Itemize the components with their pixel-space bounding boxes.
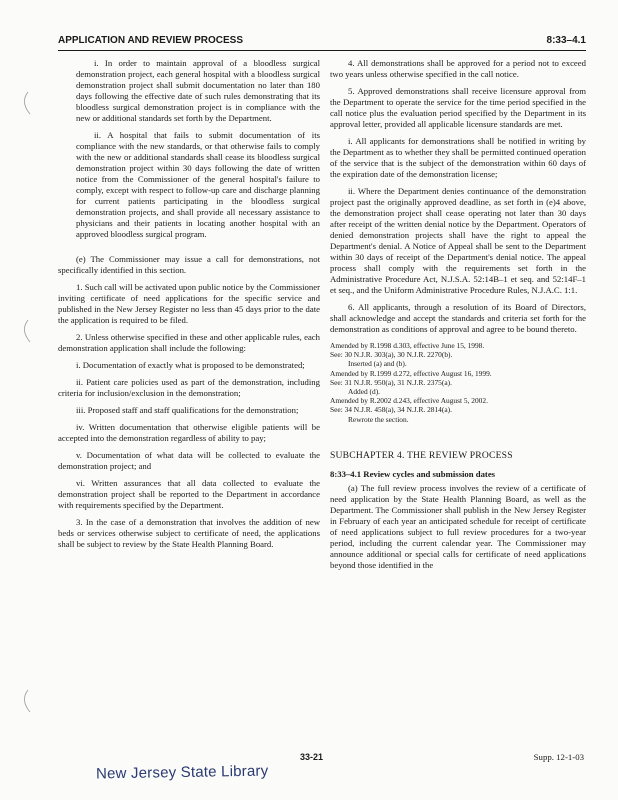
margin-mark — [18, 90, 32, 116]
page-number: 33-21 — [300, 752, 324, 762]
paragraph: (a) The full review process involves the review of a certificate of need application by the State Health Planning Board, as well as the Department. The Commissioner shall publish in the New Jersey Register in February of each year an anticipated schedule for receipt of certificate of need applications subject to full review procedures for a two-year period, including the current calendar year. The Commissioner may announce additional or special calls for certificate of need applications beyond those identified in the — [330, 482, 586, 570]
paragraph: i. All applicants for demonstrations shall be notified in writing by the Department as to whether they shall be permitted continued operation of the service that is the subject of the demonstration within 60 days of the expiration date of the demonstration license; — [330, 136, 586, 179]
running-header — [58, 34, 586, 51]
amendment-line: See: 30 N.J.R. 303(a), 30 N.J.R. 2270(b). — [330, 350, 453, 360]
amendment-line: Amended by R.1998 d.303, effective June 15, 1998. — [330, 341, 485, 350]
amendment-history — [330, 341, 586, 424]
paragraph: ii. A hospital that fails to submit documentation of its compliance with the new standards, or that otherwise fails to comply with the new or additional standards shall cease its bloodless surgical demonstration project within 30 days following the date of written notice from the Commissioner of the general hospital's failure to comply, except with respect to follow-up care and discharge planning for current patients participating in the bloodless surgical demonstration projects, and shall provide all necessary assistance to physicians and their patients in locating another hospital with an approved bloodless surgical program. — [76, 130, 320, 239]
paragraph: (e) The Commissioner may issue a call for demonstrations, not specifically identified in this section. — [58, 254, 320, 275]
paragraph: i. In order to maintain approval of a bloodless surgical demonstration project, each general hospital with a bloodless surgical demonstration project shall submit documentation no later than 180 days following the effective date of such rules demonstrating that its bloodless surgical demonstration project is in compliance with the new or additional standards set forth by the Department. — [76, 58, 320, 123]
paragraph: i. Documentation of exactly what is proposed to be demonstrated; — [76, 360, 305, 370]
paragraph: 6. All applicants, through a resolution of its Board of Directors, shall acknowledge and accept the standards and criteria set forth for the demonstration as conditions of approval and agree to be bound thereto. — [330, 302, 586, 334]
header-title: APPLICATION AND REVIEW PROCESS — [58, 35, 244, 46]
subchapter-heading: SUBCHAPTER 4. THE REVIEW PROCESS — [330, 449, 513, 461]
margin-mark — [18, 318, 32, 344]
left-column — [58, 58, 320, 556]
paragraph: 4. All demonstrations shall be approved for a period not to exceed two years unless otherwise specified in the call notice. — [330, 58, 586, 79]
amendment-line: Rewrote the section. — [348, 414, 409, 424]
paragraph: ii. Patient care policies used as part of the demonstration, including criteria for inclusion/exclusion in the demonstration; — [58, 377, 320, 398]
amendment-line: Inserted (a) and (b). — [348, 359, 407, 369]
amendment-line: Added (d). — [348, 387, 381, 397]
paragraph: iv. Written documentation that otherwise eligible patients will be accepted into the demonstration regardless of ability to pay; — [58, 422, 320, 443]
paragraph: 5. Approved demonstrations shall receive licensure approval from the Department to operate the service for the time period specified in the call notice plus the evaluation period specified by the Department in its approval letter, provided all applicable licensure standards are met. — [330, 86, 586, 129]
paragraph: ii. Where the Department denies continuance of the demonstration project past the originally approved deadline, as set forth in (e)4 above, the demonstration project shall cease operating not later than 30 days after receipt of the written denial notice by the Department. Operators of denied demonstration projects shall have the right to appeal the Department's denial. A Notice of Appeal shall be sent to the Department within 30 days of receipt of the Department's denial notice. The appeal process shall comply with the requirements set forth in the Administrative Procedure Act, N.J.S.A. 52:14B–1 et seq. and 52:14F–1 et seq., and the Uniform Administrative Procedure Rules, N.J.A.C. 1:1. — [330, 186, 586, 295]
paragraph: 1. Such call will be activated upon public notice by the Commissioner inviting certificate of need applications for the specific service and published in the New Jersey Register no less than 45 days prior to the date the application is required to be filed. — [58, 282, 320, 325]
paragraph: iii. Proposed staff and staff qualifications for the demonstration; — [76, 405, 299, 415]
amendment-line: Amended by R.1999 d.272, effective August 16, 1999. — [330, 368, 492, 378]
library-stamp: New Jersey State Library — [95, 762, 269, 783]
paragraph: 2. Unless otherwise specified in these and other applicable rules, each demonstration application shall include the following: — [58, 332, 320, 353]
supplement-date: Supp. 12-1-03 — [533, 752, 584, 762]
paragraph: 3. In the case of a demonstration that involves the addition of new beds or services otherwise subject to certificate of need, the applications shall be subject to review by the State Health Planning Board. — [58, 517, 320, 549]
section-heading: 8:33–4.1 Review cycles and submission dates — [330, 468, 496, 479]
amendment-line: Amended by R.2002 d.243, effective August 5, 2002. — [330, 396, 488, 406]
margin-mark — [18, 688, 32, 714]
amendment-line: See: 34 N.J.R. 458(a), 34 N.J.R. 2814(a). — [330, 405, 452, 415]
right-column — [330, 58, 586, 577]
paragraph: vi. Written assurances that all data collected to evaluate the demonstration project shall be reported to the Department in accordance with requirements specified by the Department. — [58, 478, 320, 510]
paragraph: v. Documentation of what data will be collected to evaluate the demonstration project; and — [58, 450, 320, 471]
header-section-number: 8:33–4.1 — [546, 35, 586, 46]
amendment-line: See: 31 N.J.R. 950(a), 31 N.J.R. 2375(a). — [330, 377, 452, 387]
